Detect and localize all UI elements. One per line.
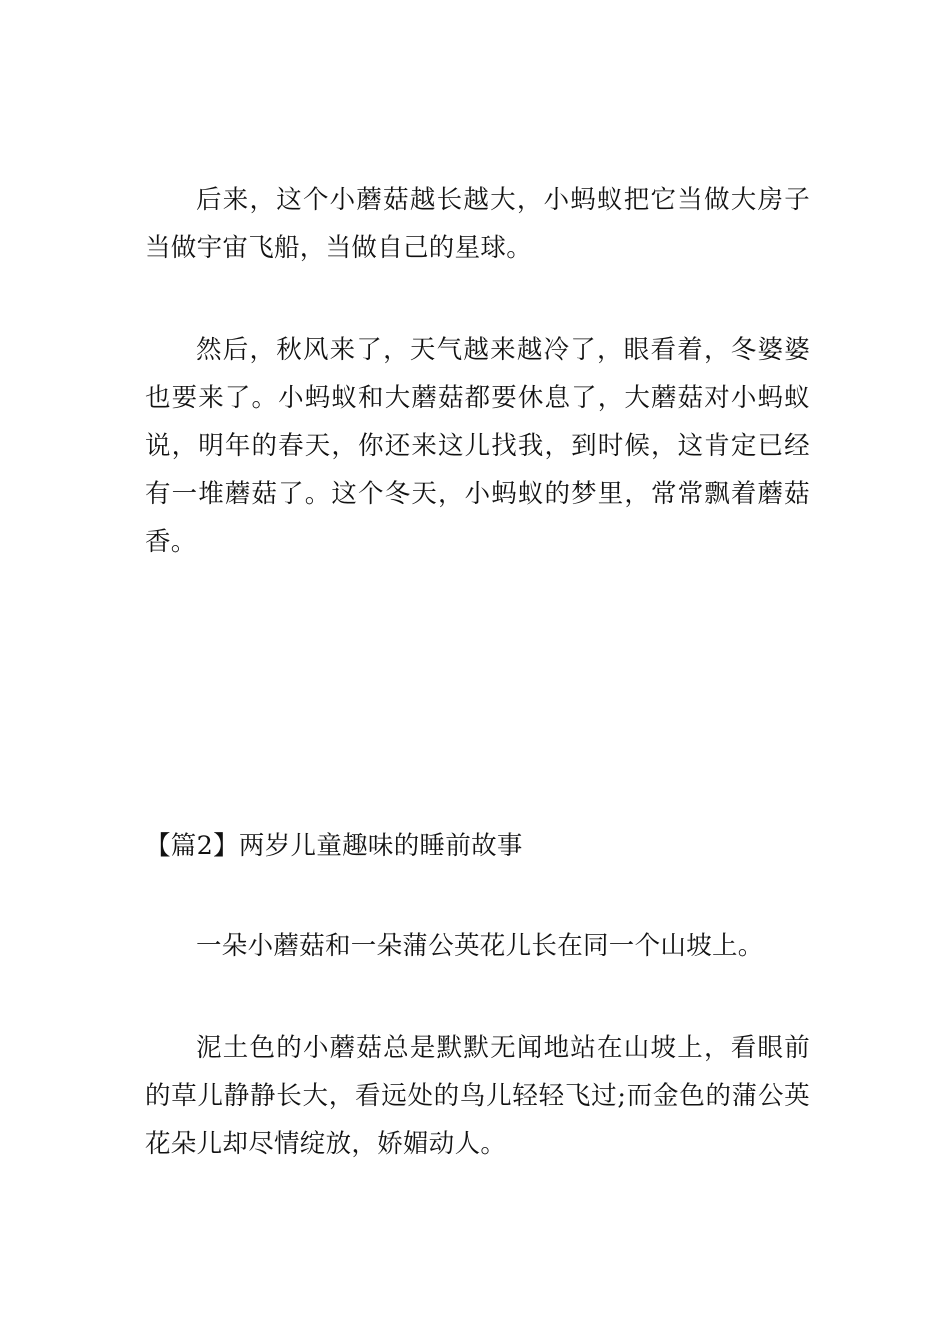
story-paragraph: 一朵小蘑菇和一朵蒲公英花儿长在同一个山坡上。 (196, 931, 764, 961)
story-paragraph: 然后，秋风来了，天气越来越冷了，眼看着，冬婆婆也要来了。小蚂蚁和大蘑菇都要休息了，大蘑菇对小蚂蚁说，明年的春天，你还来这儿找我，到时候，这肯定已经有一堆蘑菇了。这个冬天，小蚂蚁的梦里，常常飘着蘑菇香。 (145, 335, 810, 557)
section-heading: 【篇2】两岁儿童趣味的睡前故事 (145, 831, 523, 861)
story-paragraph: 泥土色的小蘑菇总是默默无闻地站在山坡上，看眼前的草儿静静长大，看远处的鸟儿轻轻飞过;而金色的蒲公英花朵儿却尽情绽放，娇媚动人。 (145, 1033, 810, 1159)
story-paragraph: 后来，这个小蘑菇越长越大，小蚂蚁把它当做大房子当做宇宙飞船，当做自己的星球。 (145, 185, 810, 263)
